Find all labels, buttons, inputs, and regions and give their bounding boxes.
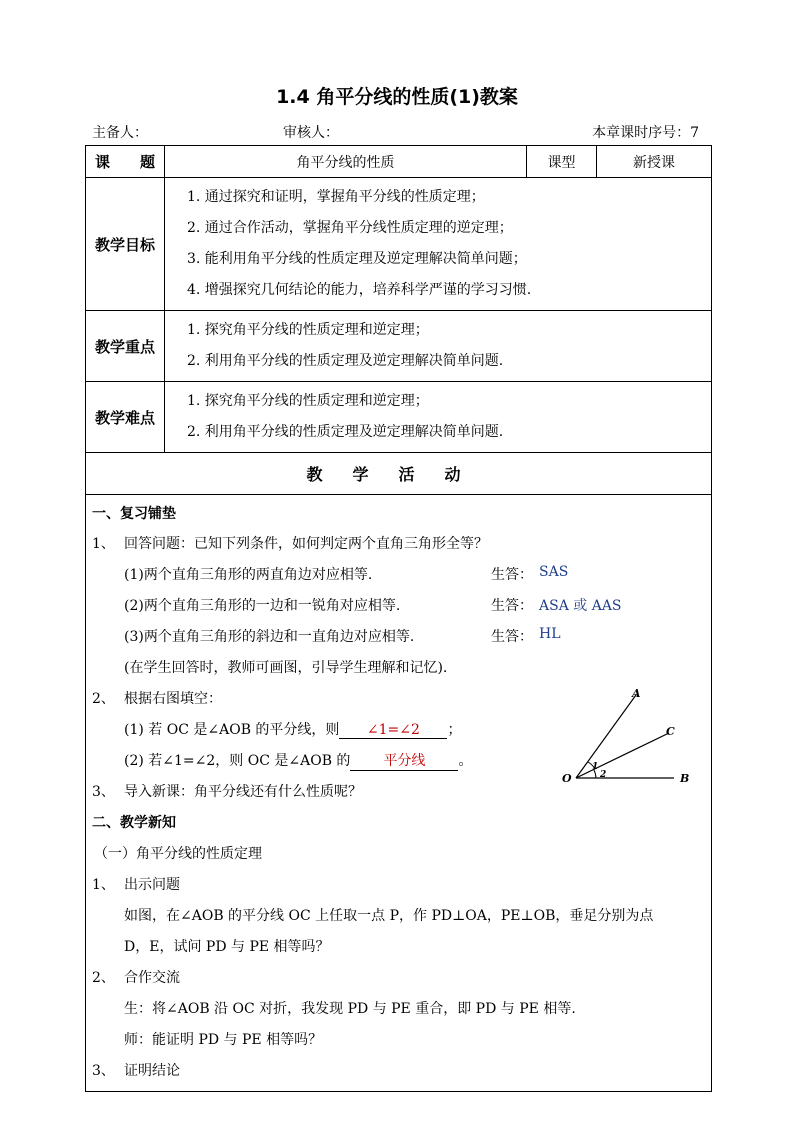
objectives-list	[165, 178, 712, 311]
step-3-number: 3、	[92, 1063, 115, 1079]
objective-item: 3. 能利用角平分线的性质定理及逆定理解决简单问题；	[187, 251, 527, 267]
q1-note: (在学生回答时，教师可画图，引导学生理解和记忆).	[124, 660, 448, 676]
q2-blank-2: 平分线	[350, 750, 458, 771]
difficulties-list	[165, 382, 712, 453]
step-2-number: 2、	[92, 970, 115, 986]
label-a: A	[632, 687, 641, 700]
difficulties-row	[86, 382, 712, 453]
q1-item-3: (3)两个直角三角形的斜边和一直角边对应相等.	[124, 629, 415, 645]
objective-item: 1. 通过探究和证明，掌握角平分线的性质定理；	[187, 189, 485, 205]
objective-item: 4. 增强探究几何结论的能力，培养科学严谨的学习习惯.	[187, 282, 532, 298]
difficulty-item: 2. 利用角平分线的性质定理及逆定理解决简单问题.	[187, 424, 504, 440]
type-value: 新授课	[597, 146, 712, 178]
topic-row	[86, 146, 712, 178]
q2-blank-1: ∠1=∠2	[339, 722, 447, 739]
step-2-student: 生：将∠AOB 沿 OC 对折，我发现 PD 与 PE 重合，即 PD 与 PE 相等.	[124, 1001, 576, 1017]
q2-line-2-text: (2) 若∠1=∠2，则 OC 是∠AOB 的	[124, 753, 351, 769]
q1-answer-label-1: 生答：	[491, 567, 533, 583]
q1-item-2: (2)两个直角三角形的一边和一锐角对应相等.	[124, 598, 401, 614]
topic-value: 角平分线的性质	[165, 146, 527, 178]
key-points-list	[165, 311, 712, 382]
difficulties-label: 教学难点	[86, 382, 165, 453]
type-label: 课型	[527, 146, 597, 178]
q1-answer-label-3: 生答：	[491, 629, 533, 645]
lesson-number: 本章课时序号：7	[592, 125, 699, 141]
label-1: 1	[592, 762, 599, 772]
step-1-number: 1、	[92, 877, 115, 893]
activities-content	[86, 495, 712, 1092]
key-point-item: 1. 探究角平分线的性质定理和逆定理；	[187, 322, 429, 338]
section-1-title: 一、复习铺垫	[92, 506, 176, 522]
step-3-title: 证明结论	[124, 1063, 180, 1079]
objective-item: 2. 通过合作活动，掌握角平分线性质定理的逆定理；	[187, 220, 513, 236]
angle-bisector-figure	[556, 685, 706, 795]
q3-text: 导入新课：角平分线还有什么性质呢？	[124, 784, 362, 800]
q3-number: 3、	[92, 784, 115, 800]
key-point-item: 2. 利用角平分线的性质定理及逆定理解决简单问题.	[187, 353, 504, 369]
q2-line-1	[124, 719, 461, 739]
difficulty-item: 1. 探究角平分线的性质定理和逆定理；	[187, 393, 429, 409]
q2-line-2-end: 。	[458, 753, 473, 769]
section-2-title: 二、教学新知	[92, 815, 176, 831]
reviewer-label: 审核人：	[283, 125, 339, 141]
q2-line-2	[124, 750, 472, 771]
label-2: 2	[600, 770, 607, 780]
activities-content-row	[86, 495, 712, 1092]
document-title: 1.4 角平分线的性质(1)教案	[276, 86, 518, 108]
subsection-1-title: （一）角平分线的性质定理	[94, 846, 262, 862]
step-1-title: 出示问题	[124, 877, 180, 893]
key-points-row	[86, 311, 712, 382]
ray-oa	[576, 695, 636, 778]
topic-label: 课 题	[86, 146, 165, 178]
ray-oc	[576, 733, 669, 778]
label-b: B	[680, 772, 690, 785]
q2-line-1-text: (1) 若 OC 是∠AOB 的平分线，则	[124, 722, 340, 738]
step-1-text-2: D，E，试问 PD 与 PE 相等吗？	[124, 939, 330, 955]
objectives-label: 教学目标	[86, 178, 165, 311]
q1-text: 回答问题：已知下列条件，如何判定两个直角三角形全等？	[124, 536, 488, 552]
activities-title: 教学活动	[86, 453, 712, 495]
q1-item-1: (1)两个直角三角形的两直角边对应相等.	[124, 567, 373, 583]
step-2-teacher: 师：能证明 PD 与 PE 相等吗？	[124, 1032, 323, 1048]
label-c: C	[666, 725, 675, 738]
q1-answer-1: SAS	[539, 564, 569, 580]
step-2-title: 合作交流	[124, 970, 180, 986]
activities-title-row	[86, 453, 712, 495]
q1-answer-3: HL	[539, 626, 561, 642]
q1-number: 1、	[92, 536, 115, 552]
lesson-plan-table	[85, 145, 712, 1092]
q2-text: 根据右图填空：	[124, 691, 222, 707]
step-1-text-1: 如图，在∠AOB 的平分线 OC 上任取一点 P，作 PD⊥OA，PE⊥OB，垂足分别为点	[124, 908, 654, 924]
q1-answer-2: ASA 或 AAS	[539, 598, 622, 614]
q1-answer-label-2: 生答：	[491, 598, 533, 614]
label-o: O	[562, 772, 572, 785]
preparer-label: 主备人：	[92, 125, 148, 141]
objectives-row	[86, 178, 712, 311]
q2-number: 2、	[92, 691, 115, 707]
key-points-label: 教学重点	[86, 311, 165, 382]
q2-line-1-end: ；	[447, 722, 462, 738]
